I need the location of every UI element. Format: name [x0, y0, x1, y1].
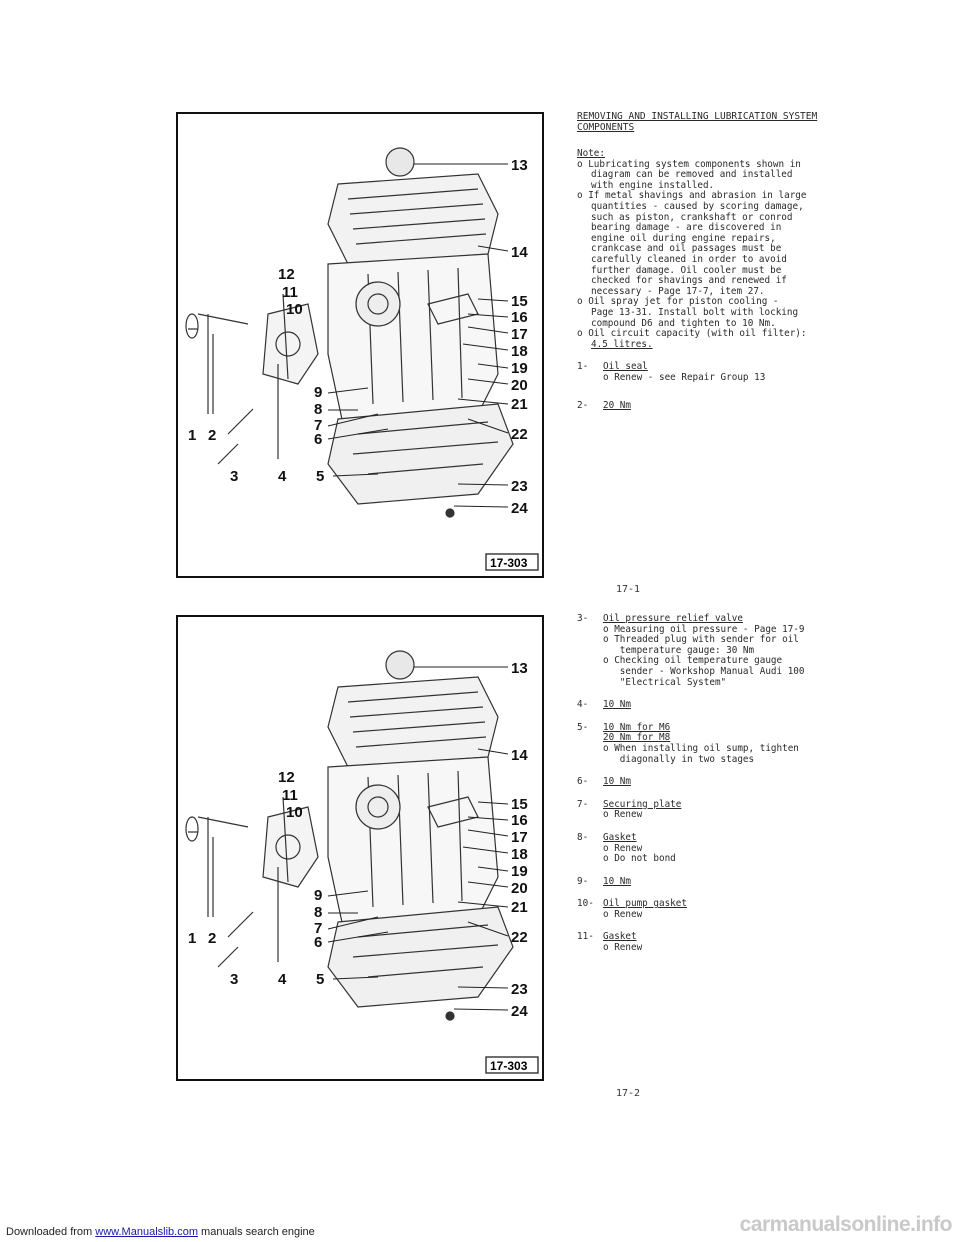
callout-4: 4	[278, 468, 287, 485]
callout-15: 15	[511, 293, 528, 310]
callout-13: 13	[511, 660, 528, 677]
callout-13: 13	[511, 157, 528, 174]
callout-14: 14	[511, 747, 528, 764]
callout-21: 21	[511, 899, 528, 916]
callout-7: 7	[314, 920, 323, 937]
callout-4: 4	[278, 971, 287, 988]
callout-22: 22	[511, 929, 528, 946]
manualslib-link[interactable]: www.Manualslib.com	[95, 1226, 198, 1238]
callout-18: 18	[511, 846, 528, 863]
callout-20: 20	[511, 377, 528, 394]
note-2: o If metal shavings and abrasion in large quantities - caused by scoring damage, such as piston, crankshaft or conrod bearing damage - are discovered in engine oil during engine repairs, crankcase and oil passages must be carefully cleaned in order to avoid further damage. Oil cooler must be checked for shavings and renewed if necessary - Page 17-7, item 27.	[577, 190, 807, 297]
callout-5: 5	[316, 468, 325, 485]
page1-text	[577, 111, 947, 412]
callout-15: 15	[511, 796, 528, 813]
callout-24: 24	[511, 500, 528, 517]
callout-17: 17	[511, 829, 528, 846]
figure-top	[176, 112, 544, 578]
callout-12: 12	[278, 769, 295, 786]
callout-6: 6	[314, 934, 323, 951]
callout-12: 12	[278, 266, 295, 283]
callout-1: 1	[188, 427, 197, 444]
callout-24: 24	[511, 1003, 528, 1020]
callout-10: 10	[286, 804, 303, 821]
item-8: 8- Gasket o Renew o Do not bond	[577, 831, 676, 865]
item-10: 10- Oil pump gasket o Renew	[577, 898, 687, 920]
callout-9: 9	[314, 384, 323, 401]
note-4: o Oil circuit capacity (with oil filter): 4.5 litres.	[577, 328, 807, 350]
figure-number: 17-303	[490, 556, 528, 570]
item-4: 4- 10 Nm	[577, 699, 631, 711]
engine-diagram-bottom	[178, 617, 542, 1079]
figure-bottom	[176, 615, 544, 1081]
callout-5: 5	[316, 971, 325, 988]
callout-8: 8	[314, 401, 323, 418]
callout-1: 1	[188, 930, 197, 947]
callout-2: 2	[208, 930, 217, 947]
callout-23: 23	[511, 981, 528, 998]
item-11: 11- Gasket o Renew	[577, 931, 643, 954]
callout-21: 21	[511, 396, 528, 413]
callout-11: 11	[282, 284, 298, 301]
callout-6: 6	[314, 431, 323, 448]
callout-14: 14	[511, 244, 528, 261]
callout-11: 11	[282, 787, 298, 804]
callout-3: 3	[230, 971, 239, 988]
engine-diagram-top	[178, 114, 542, 576]
note-3: o Oil spray jet for piston cooling - Page 13-31. Install bolt with locking compound D6 and tighten to 10 Nm.	[577, 296, 799, 329]
item-7: 7- Securing plate o Renew	[577, 798, 682, 821]
callout-7: 7	[314, 417, 323, 434]
callout-3: 3	[230, 468, 239, 485]
page-number-2: 17-2	[616, 1088, 641, 1099]
item-6: 6- 10 Nm	[577, 776, 631, 788]
note-1: o Lubricating system components shown in diagram can be removed and installed with engine installed.	[577, 158, 801, 191]
download-footer: Downloaded from www.Manualslib.com manuals search engine	[6, 1226, 315, 1238]
item-3: 3- Oil pressure relief valve o Measuring oil pressure - Page 17-9 o Threaded plug with sender for oil temperature gauge: 30 Nm o Checking oil temperature gauge sender - Workshop Manual Audi 100 "Electrical System"	[577, 613, 805, 688]
item-9: 9- 10 Nm	[577, 875, 631, 887]
callout-19: 19	[511, 360, 528, 377]
watermark: carmanualsonline.info	[739, 1213, 952, 1236]
callout-18: 18	[511, 343, 528, 360]
page-number-1: 17-1	[616, 584, 641, 595]
figure-number: 17-303	[490, 1059, 528, 1073]
item-1: 1- Oil seal o Renew - see Repair Group 13	[577, 361, 766, 383]
callout-10: 10	[286, 301, 303, 318]
callout-9: 9	[314, 887, 323, 904]
callout-16: 16	[511, 812, 528, 829]
item-2: 2- 20 Nm	[577, 400, 631, 412]
note-label: Note:	[577, 148, 605, 159]
page2-text	[577, 614, 947, 954]
callout-8: 8	[314, 904, 323, 921]
callout-20: 20	[511, 880, 528, 897]
callout-2: 2	[208, 427, 217, 444]
section-title: REMOVING AND INSTALLING LUBRICATION SYSTEM COMPONENTS	[577, 111, 818, 133]
callout-16: 16	[511, 309, 528, 326]
callout-23: 23	[511, 478, 528, 495]
callout-22: 22	[511, 426, 528, 443]
callout-17: 17	[511, 326, 528, 343]
item-5: 5- 10 Nm for M6 20 Nm for M8 o When installing oil sump, tighten diagonally in two stages	[577, 721, 799, 765]
callout-19: 19	[511, 863, 528, 880]
